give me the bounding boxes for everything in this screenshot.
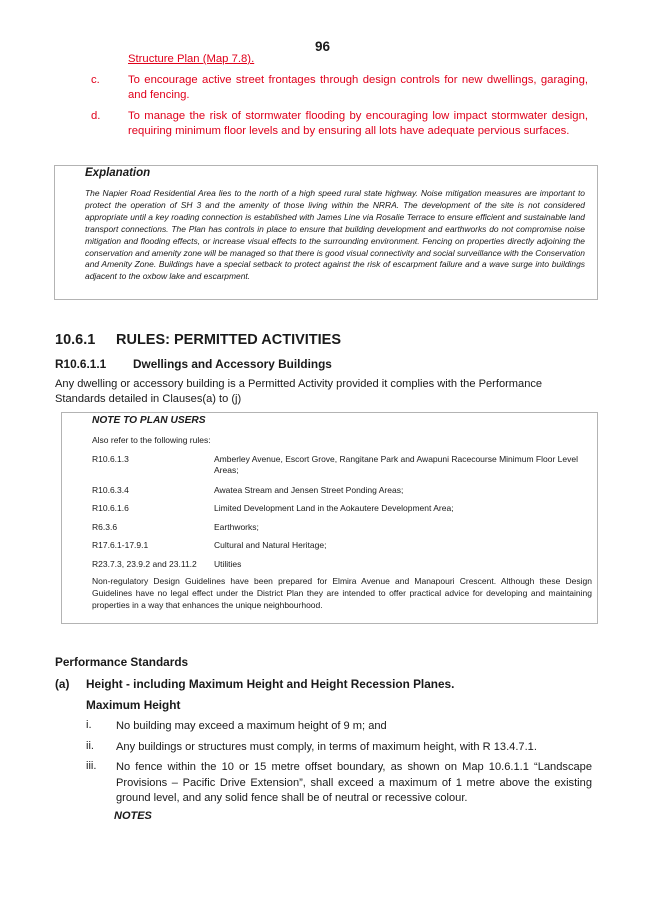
note-rule-description: Utilities [214, 559, 242, 569]
rule-number: R10.6.1.1 [55, 357, 107, 371]
note-rule-number: R10.6.1.3 [92, 454, 129, 464]
performance-heading: Performance Standards [55, 655, 189, 669]
amendment-text: To encourage active street frontages through design controls for new dwellings, garaging, and fencing. [128, 74, 588, 101]
amendment-continuation [128, 52, 588, 68]
note-rule-description: Cultural and Natural Heritage; [214, 540, 327, 550]
clause-letter: (a) [55, 677, 70, 691]
note-rule-description: Awatea Stream and Jensen Street Ponding Areas; [214, 485, 404, 495]
clause-title: Height - including Maximum Height and Height Recession Planes. [86, 677, 455, 691]
rule-title: Dwellings and Accessory Buildings [133, 357, 332, 371]
note-to-plan-users-box [61, 412, 598, 624]
explanation-box [54, 165, 598, 300]
list-item-number: iii. [86, 760, 97, 772]
note-rule-number: R10.6.1.6 [92, 503, 129, 513]
max-height-subheading: Maximum Height [86, 698, 181, 712]
amendment-letter: d. [91, 110, 101, 122]
section-number: 10.6.1 [55, 332, 96, 348]
note-rule-number: R23.7.3, 23.9.2 and 23.11.2 [92, 559, 197, 569]
list-item-text: Any buildings or structures must comply, in terms of maximum height, with R 13.4.7.1. [116, 741, 537, 753]
amendment-item-c [91, 73, 588, 105]
note-rule-description: Earthworks; [214, 522, 259, 532]
amendment-text: Structure Plan (Map 7.8). [128, 53, 255, 65]
list-item-number: ii. [86, 740, 95, 752]
note-rule-number: R6.3.6 [92, 522, 118, 532]
rule-intro: Any dwelling or accessory building is a Permitted Activity provided it complies with the Performance Standards detailed in Clauses(a) to (j) [55, 378, 543, 405]
note-rule-description: Limited Development Land in the Aokautere Development Area; [214, 503, 454, 513]
note-intro: Also refer to the following rules: [92, 435, 211, 445]
amendment-text: To manage the risk of stormwater flooding by encouraging low impact stormwater design, requiring minimum floor levels and by ensuring all lots have adequate pervious surfaces. [128, 110, 588, 137]
list-item-text: No building may exceed a maximum height of 9 m; and [116, 720, 387, 732]
note-rule-number: R10.6.3.4 [92, 485, 129, 495]
note-footer: Non-regulatory Design Guidelines have been prepared for Elmira Avenue and Manapouri Crescent. Although these Design Guidelines have no legal effect under the District Plan they are intended to offer practical advice for developing and maintaining properties in a way that enhances the unique neighbourhood. [92, 576, 592, 610]
list-item-number: i. [86, 719, 92, 731]
notes-label: NOTES [114, 810, 152, 822]
section-title: RULES: PERMITTED ACTIVITIES [116, 332, 342, 348]
note-title: NOTE TO PLAN USERS [92, 415, 206, 426]
list-item-text: No fence within the 10 or 15 metre offset boundary, as shown on Map 10.6.1.1 “Landscape Provisions – Pacific Drive Extension”, shall exceed a maximum of 1 metre above the existing ground level, and any solid fence shall be of neutral or recessive colour. [116, 761, 592, 804]
note-rule-description: Amberley Avenue, Escort Grove, Rangitane Park and Awapuni Racecourse Minimum Floor Level Areas; [214, 454, 578, 475]
note-rule-number: R17.6.1-17.9.1 [92, 540, 149, 550]
explanation-body: The Napier Road Residential Area lies to the north of a high speed rural state highway. Noise mitigation measures are important to protect the operation of SH 3 and the amenity of those living within the NRRA. The development of the site is not considered appropriate until a key roading connection is established with James Line via Rosalie Terrace to ensure efficient and sustainable land transport connections. The Plan has controls in place to ensure that building development and earthworks do not compromise noise mitigation and flooding effects, or increase visual effects to the surrounding environment. Fencing on properties directly adjoining the conservation and amenity zone will be managed so that there is good visual connectivity and social surveillance with the Conservation and Amenity Zone. Buildings have a special setback to protect against the risk of escarpment failure and a wave surge into buildings adjacent to the oxbow lake and escarpment. [85, 188, 585, 282]
amendment-letter: c. [91, 74, 100, 86]
page-number: 96 [314, 39, 331, 54]
explanation-title: Explanation [85, 167, 151, 179]
amendment-item-d [91, 109, 588, 141]
